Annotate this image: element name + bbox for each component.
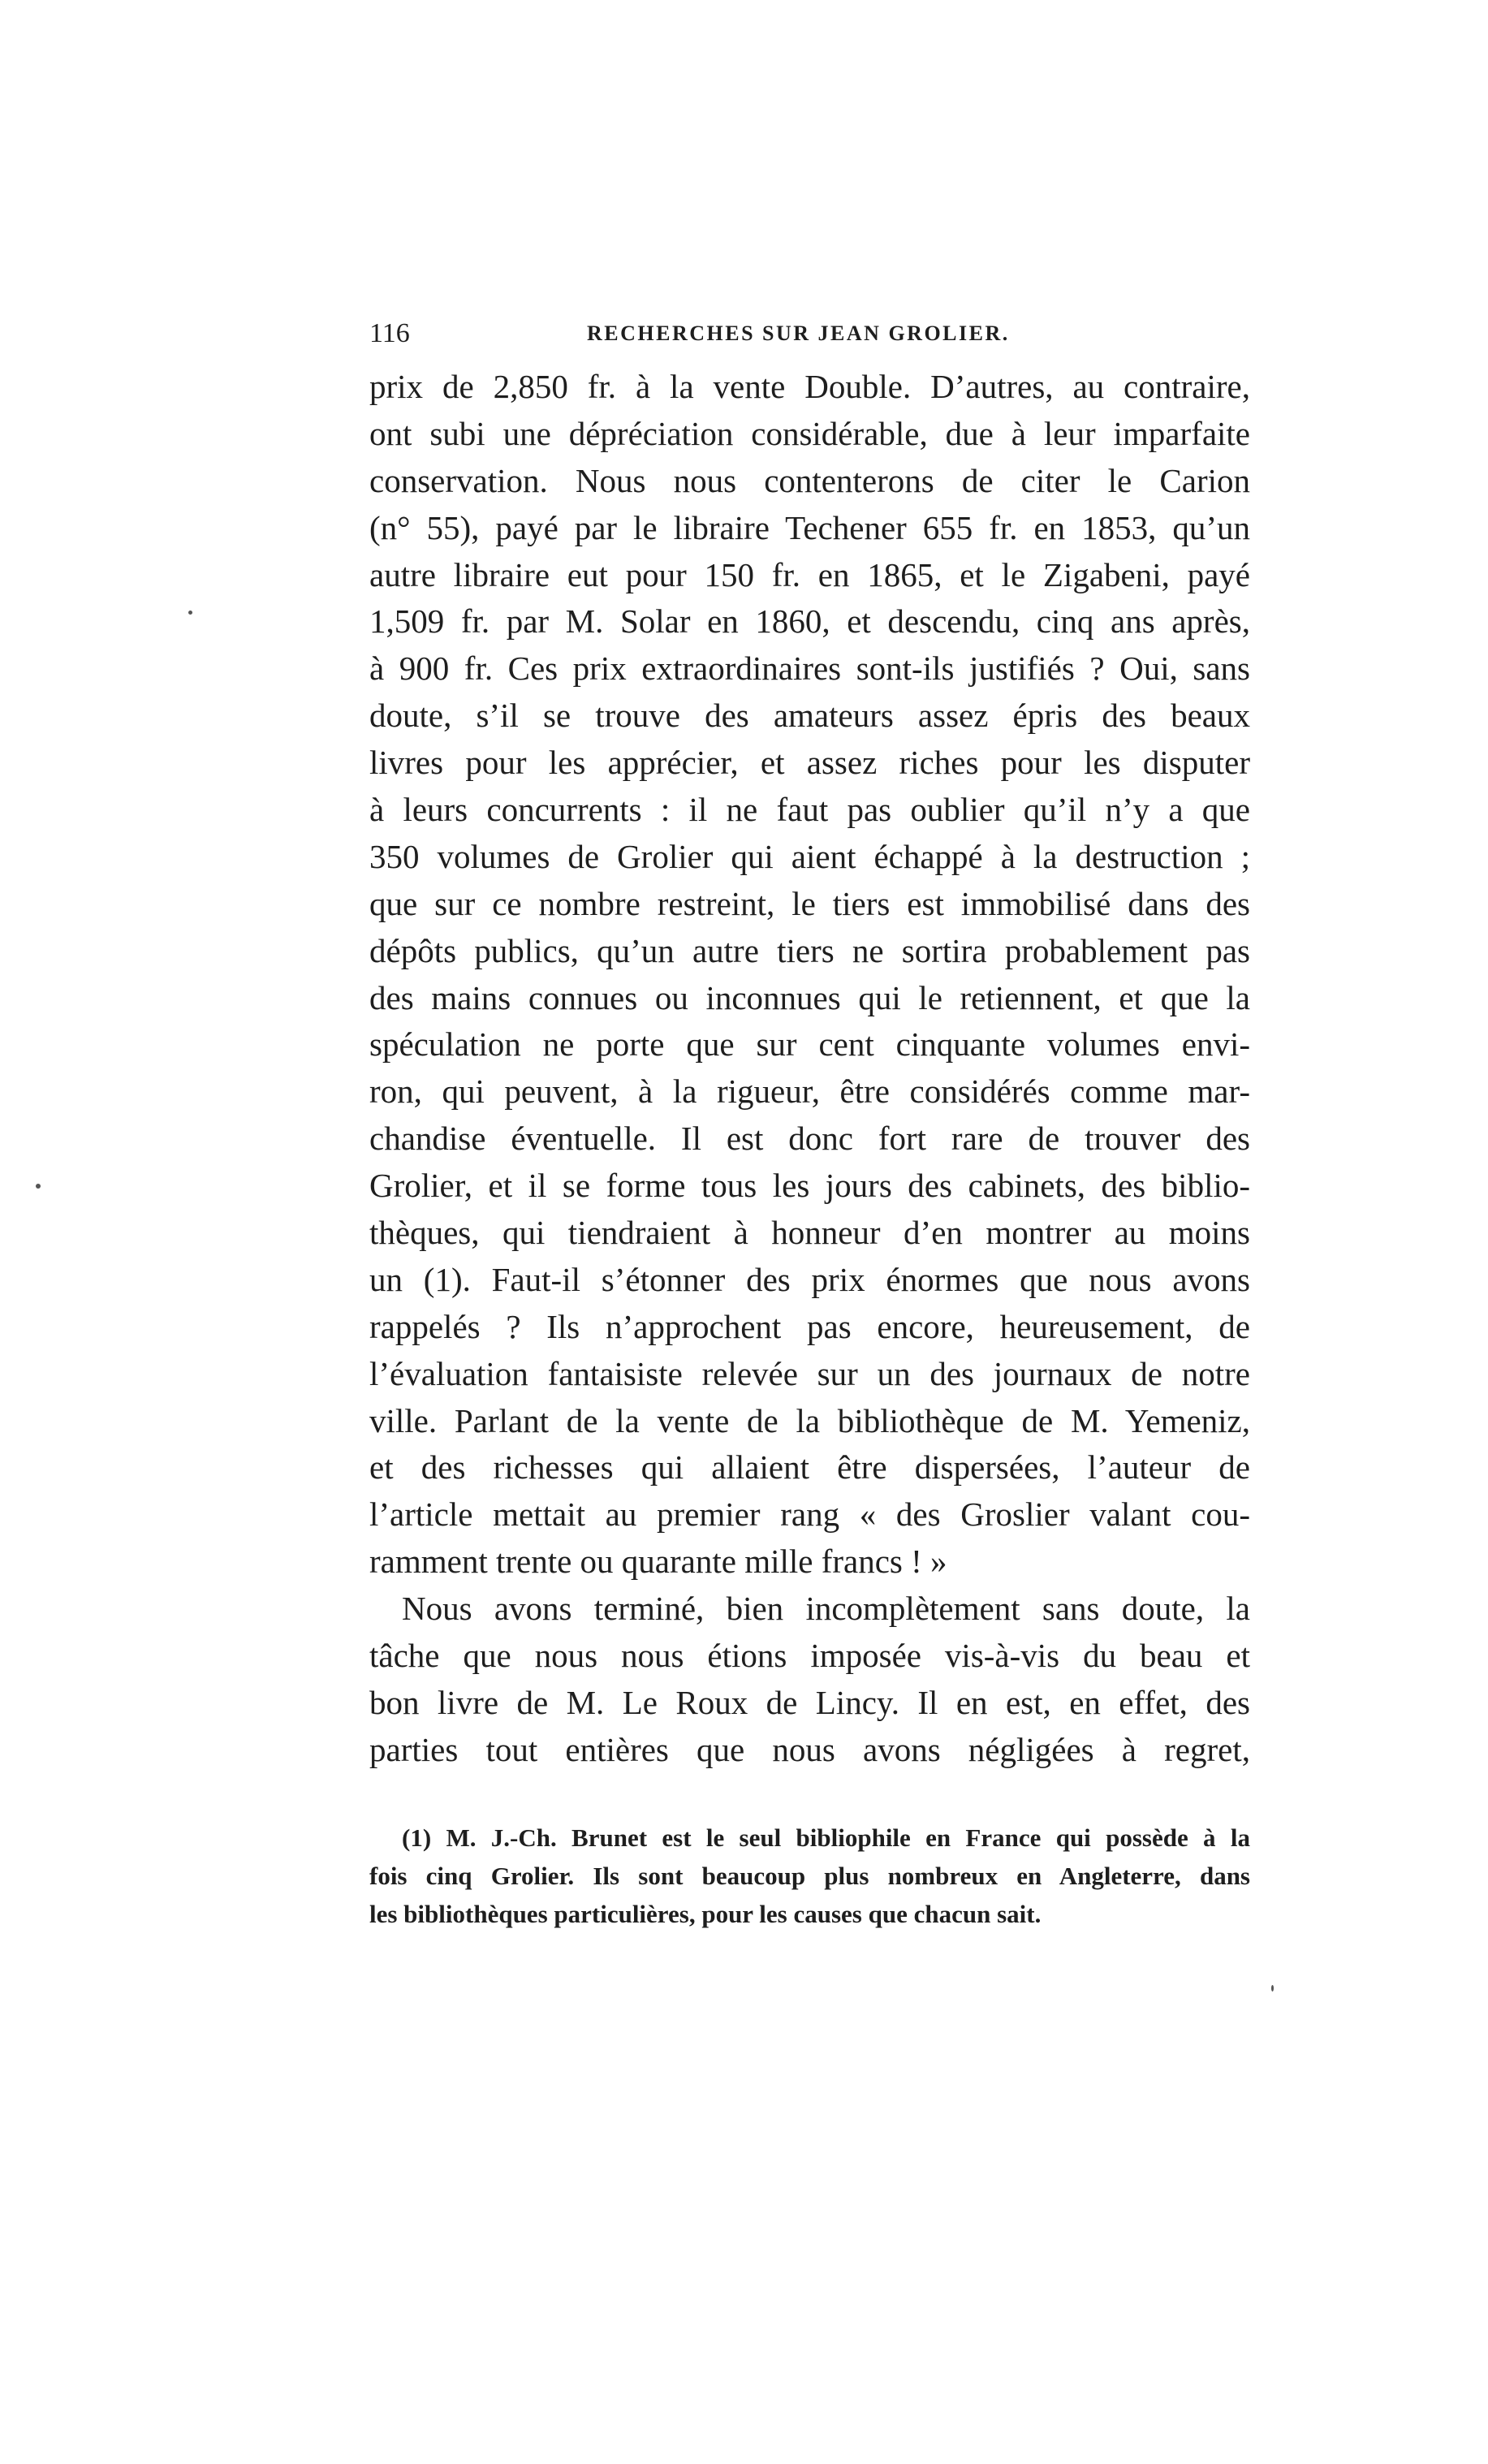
text-line: à leurs concurrents : il ne faut pas oublier qu’il n’y a que — [369, 791, 1250, 829]
text-line: dépôts publics, qu’un autre tiers ne sortira probablement pas — [369, 931, 1250, 969]
text-line: Nous avons terminé, bien incomplètement sans doute, la — [402, 1590, 1250, 1628]
text-line: 1,509 fr. par M. Solar en 1860, et descendu, cinq ans après, — [369, 602, 1250, 641]
page-number: 116 — [369, 318, 410, 348]
text-line: ont subi une dépréciation considérable, due à leur imparfaite — [369, 414, 1250, 452]
scan-speck — [36, 1184, 41, 1189]
text-line: tâche que nous nous étions imposée vis-à-vis du beau et — [369, 1637, 1250, 1675]
scan-speck — [188, 611, 192, 615]
text-line: ron, qui peuvent, à la rigueur, être considérés comme mar- — [369, 1072, 1250, 1111]
text-line: (n° 55), payé par le libraire Techener 655 fr. en 1853, qu’un — [369, 508, 1250, 546]
running-title: RECHERCHES SUR JEAN GROLIER. — [587, 321, 1010, 345]
text-line: un (1). Faut-il s’étonner des prix énormes que nous avons — [369, 1260, 1250, 1298]
running-head — [369, 318, 1258, 351]
text-line: et des richesses qui allaient être dispersées, l’auteur de — [369, 1448, 1250, 1487]
text-line: rappelés ? Ils n’approchent pas encore, heureusement, de — [369, 1307, 1250, 1345]
text-line: 350 volumes de Grolier qui aient échappé à la destruction ; — [369, 837, 1250, 875]
text-line: ville. Parlant de la vente de la bibliothèque de M. Yemeniz, — [369, 1401, 1250, 1439]
text-line: thèques, qui tiendraient à honneur d’en montrer au moins — [369, 1214, 1250, 1252]
text-line: spéculation ne porte que sur cent cinquante volumes envi- — [369, 1025, 1250, 1064]
text-line: ramment trente ou quarante mille francs ! » — [369, 1543, 947, 1581]
text-line: l’évaluation fantaisiste relevée sur un des journaux de notre — [369, 1354, 1250, 1392]
footnote — [369, 1819, 1250, 1933]
text-line: des mains connues ou inconnues qui le retiennent, et que la — [369, 978, 1250, 1016]
text-line: doute, s’il se trouve des amateurs assez épris des beaux — [369, 697, 1250, 735]
text-line: l’article mettait au premier rang « des Groslier valant cou- — [369, 1495, 1250, 1534]
text-line: livres pour les apprécier, et assez riches pour les disputer — [369, 744, 1250, 782]
text-line: bon livre de M. Le Roux de Lincy. Il en est, en effet, des — [369, 1683, 1250, 1721]
text-line: conservation. Nous nous contenterons de citer le Carion — [369, 461, 1250, 499]
footnote-line: fois cinq Grolier. Ils sont beaucoup plus nombreux en Angleterre, dans — [369, 1862, 1250, 1890]
text-line: chandise éventuelle. Il est donc fort rare de trouver des — [369, 1120, 1250, 1158]
body-text — [369, 364, 1250, 1774]
footnote-line: (1) M. J.-Ch. Brunet est le seul bibliophile en France qui possède à la — [402, 1823, 1250, 1852]
text-line: à 900 fr. Ces prix extraordinaires sont-ils justifiés ? Oui, sans — [369, 649, 1250, 688]
text-line: Grolier, et il se forme tous les jours des cabinets, des biblio- — [369, 1167, 1250, 1205]
text-line: autre libraire eut pour 150 fr. en 1865, et le Zigabeni, payé — [369, 555, 1250, 593]
text-line: parties tout entières que nous avons négligées à regret, — [369, 1730, 1250, 1768]
scan-speck — [1271, 1985, 1274, 1991]
text-line: prix de 2,850 fr. à la vente Double. D’autres, au contraire, — [369, 368, 1250, 405]
text-line: que sur ce nombre restreint, le tiers est immobilisé dans des — [369, 884, 1250, 922]
footnote-line: les bibliothèques particulières, pour les causes que chacun sait. — [369, 1900, 1042, 1928]
